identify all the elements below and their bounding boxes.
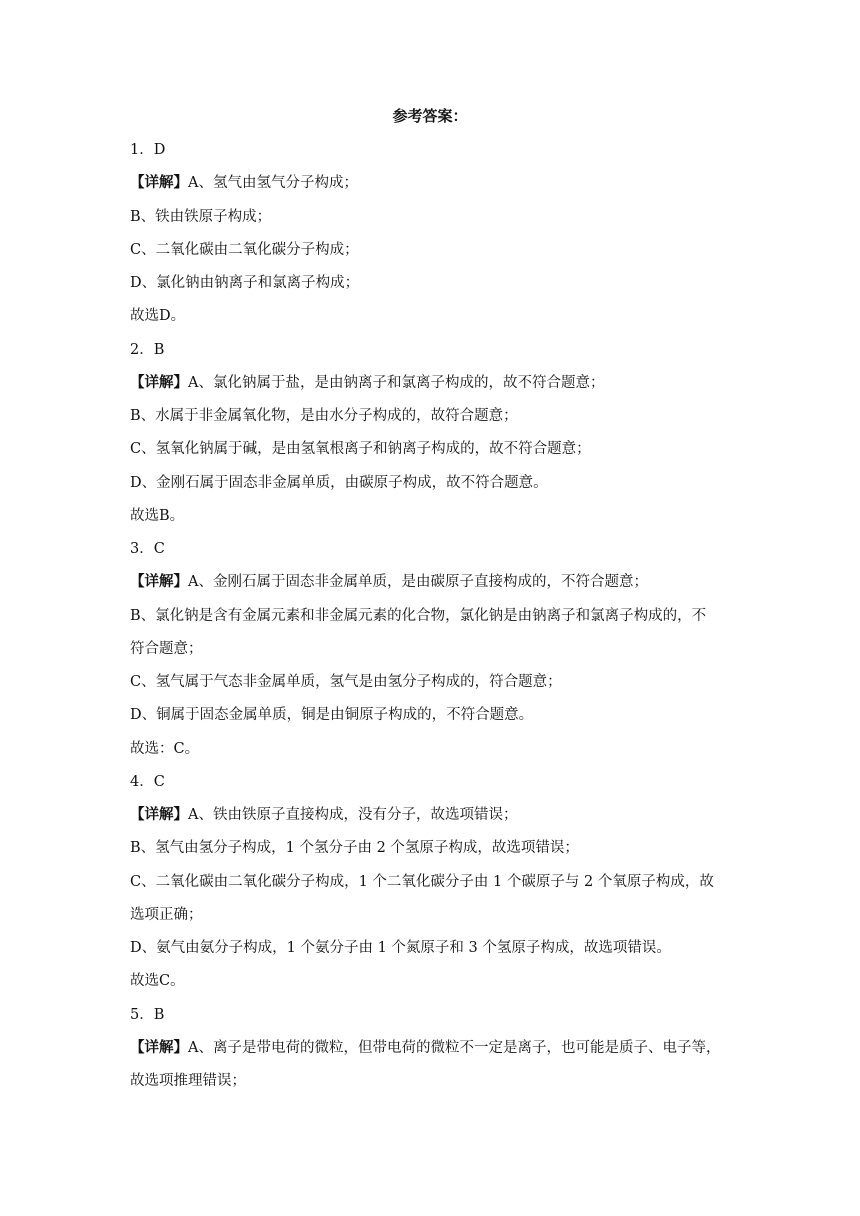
explanation-text: B、铁由铁原子构成； (130, 208, 272, 225)
explanation-line (130, 1032, 733, 1065)
explanation-text: A、氢气由氢气分子构成； (188, 175, 358, 192)
answer-number (130, 334, 733, 367)
explanation-line (130, 167, 733, 200)
detail-tag: 【详解】 (130, 573, 188, 591)
answer-number (130, 766, 733, 799)
explanation-line (130, 699, 733, 732)
explanation-line (130, 932, 733, 965)
explanation-text: A、离子是带电荷的微粒，但带电荷的微粒不一定是离子，也可能是质子、电子等， (188, 1039, 721, 1056)
explanation-line (130, 400, 733, 433)
explanation-line (130, 467, 733, 500)
explanation-text: A、氯化钠属于盐，是由钠离子和氯离子构成的，故不符合题意； (188, 374, 605, 391)
explanation-text: 符合题意； (130, 640, 203, 657)
explanation-line (130, 666, 733, 699)
explanation-line (130, 600, 733, 633)
explanation-line (130, 832, 733, 865)
answer-number-text: 3．C (130, 541, 165, 557)
answer-number-text: 1．D (130, 142, 166, 158)
explanation-line (130, 367, 733, 400)
explanation-text: C、二氧化碳由二氧化碳分子构成，1 个二氧化碳分子由 1 个碳原子与 2 个氧原子构成，故 (130, 873, 714, 890)
answer-number (130, 533, 733, 566)
explanation-line (130, 965, 733, 998)
answer-content (130, 134, 733, 1098)
explanation-line (130, 1065, 733, 1098)
detail-tag: 【详解】 (130, 174, 188, 192)
detail-tag: 【详解】 (130, 806, 188, 823)
explanation-text: A、金刚石属于固态非金属单质，是由碳原子直接构成的，不符合题意； (188, 574, 648, 591)
explanation-text: D、金刚石属于固态非金属单质，由碳原子构成，故不符合题意。 (130, 474, 548, 491)
explanation-line (130, 433, 733, 466)
answer-number (130, 999, 733, 1032)
explanation-text: D、氨气由氨分子构成，1 个氨分子由 1 个氮原子和 3 个氢原子构成，故选项错误。 (130, 940, 671, 956)
explanation-text: D、铜属于固态金属单质，铜是由铜原子构成的，不符合题意。 (130, 707, 534, 724)
explanation-line (130, 899, 733, 932)
explanation-text: 选项正确； (130, 906, 203, 923)
answer-number (130, 134, 733, 167)
explanation-line (130, 566, 733, 599)
explanation-text: C、氢气属于气态非金属单质，氢气是由氢分子构成的，符合题意； (130, 674, 562, 690)
page-title: 参考答案： (392, 107, 468, 125)
answer-number-text: 5．B (130, 1006, 165, 1023)
explanation-text: 故选D。 (130, 308, 186, 325)
explanation-text: B、水属于非金属氧化物，是由水分子构成的，故符合题意； (130, 408, 518, 424)
explanation-text: B、氢气由氢分子构成，1 个氢分子由 2 个氢原子构成，故选项错误； (130, 840, 579, 857)
explanation-line (130, 201, 733, 234)
explanation-line (130, 300, 733, 333)
explanation-line (130, 866, 733, 899)
explanation-line (130, 733, 733, 766)
explanation-line (130, 799, 733, 832)
explanation-text: D、氯化钠由钠离子和氯离子构成； (130, 275, 360, 291)
explanation-line (130, 267, 733, 300)
explanation-text: C、二氧化碳由二氧化碳分子构成； (130, 241, 359, 258)
explanation-text: 故选：C。 (130, 740, 200, 757)
detail-tag: 【详解】 (130, 373, 188, 391)
explanation-text: C、氢氧化钠属于碱，是由氢氧根离子和钠离子构成的，故不符合题意； (130, 441, 591, 458)
explanation-text: 故选项推理错误； (130, 1073, 246, 1089)
answer-number-text: 4．C (130, 773, 165, 790)
answer-number-text: 2．B (130, 341, 165, 358)
explanation-text: 故选C。 (130, 973, 185, 990)
detail-tag: 【详解】 (130, 1038, 188, 1056)
explanation-text: 故选B。 (130, 507, 185, 524)
explanation-line (130, 633, 733, 666)
explanation-line (130, 500, 733, 533)
explanation-text: B、氯化钠是含有金属元素和非金属元素的化合物，氯化钠是由钠离子和氯离子构成的，不 (130, 607, 707, 624)
explanation-text: A、铁由铁原子直接构成，没有分子，故选项错误； (188, 807, 518, 823)
explanation-line (130, 234, 733, 267)
